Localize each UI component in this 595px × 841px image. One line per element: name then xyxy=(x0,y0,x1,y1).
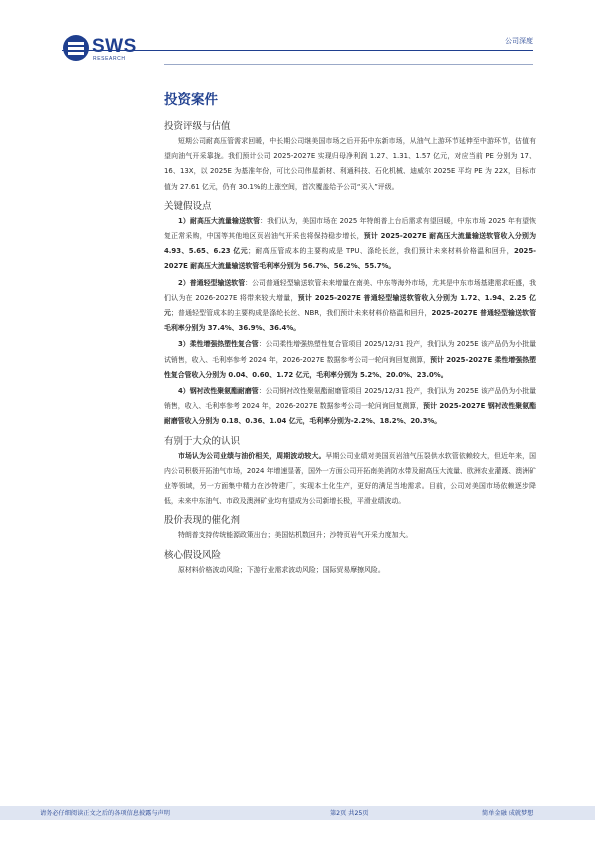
assumption-3-text-a: ：公司柔性增强热塑性复合管项目 2025/12/31 投产，我们认为 2025E 该产品仍为小批量试销售，收入、毛利率参考 2024 年，2026-2027E 数据参考公司一轮问询回复测算， xyxy=(164,340,536,364)
section-heading-differentiated-view: 有别于大众的认识 xyxy=(164,435,241,447)
assumption-2-text-b: 预计 2025-2027E 普通轻型输送软管收入分别为 1.72、1.94、2.25 亿元 xyxy=(164,293,536,318)
assumption-2-text-a: ：公司普通轻型输送软管未来增量在南美、中东等海外市场，尤其是中东市场基建需求旺盛，我们认为在 2026-2027E 将带来较大增量， xyxy=(164,278,537,302)
section-heading-risks: 核心假设风险 xyxy=(164,549,222,561)
assumption-2-lead: 2）普通轻型输送软管 xyxy=(178,278,246,287)
page-title: 投资案件 xyxy=(164,92,218,108)
catalysts-paragraph: 特朗普支持传统能源政策出台；美国钻机数回升；沙特页岩气开采力度加大。 xyxy=(178,531,413,540)
assumption-1-text-c: ；耐高压管成本的主要构成是 TPU、涤纶长丝，我们预计未来材料价格温和回升， xyxy=(248,247,514,256)
sws-logo xyxy=(62,34,152,64)
risks-paragraph: 原材料价格波动风险；下游行业需求波动风险；国际贸易摩擦风险。 xyxy=(178,565,385,574)
assumption-2-text-c: ；普通轻型管成本的主要构成是涤纶长丝、NBR，我们预计未来材料价格温和回升， xyxy=(171,309,432,318)
differentiated-view-paragraph xyxy=(164,449,536,510)
footer-disclaimer: 请务必仔细阅读正文之后的各项信息披露与声明 xyxy=(40,810,170,817)
differentiated-view-lead: 市场认为公司业绩与油价相关，周期波动较大。 xyxy=(178,451,326,460)
assumption-item-2 xyxy=(164,276,536,337)
assumption-1-text-d: 2025-2027E 耐高压大流量输送软管毛利率分别为 56.7%、56.2%、55.7%。 xyxy=(164,247,536,271)
assumption-item-1 xyxy=(164,214,536,275)
logo-subtext: RESEARCH xyxy=(93,56,126,62)
header-subdivider xyxy=(164,64,533,65)
assumption-4-text-a: ：公司钢衬改性聚氨酯耐磨管项目 2025/12/31 投产，我们认为 2025E 该产品仍为小批量销售，收入、毛利率参考 2024 年，2026-2027E 数据参考公司一轮问询回复测算， xyxy=(164,387,536,411)
footer-page-number: 第2页 共25页 xyxy=(330,810,369,817)
valuation-paragraph: 短期公司耐高压管需求回暖，中长期公司继美国市场之后开拓中东新市场，从油气上游环节延伸至中游环节，估值有望向油气开采靠拢。我们预计公司 2025-2027E 实现归母净利润 1.27、1.31、1.57 亿元，对应当前 PE 分别为 17、16、13X，以 2025E 为基准年份，可比公司伟星新材、利通科技、石化机械、迪威尔 2025E 平均 PE 为 22X，目标市值为 27.61 亿元，仍有 30.1%的上涨空间，首次覆盖给予公司“买入”评级。 xyxy=(164,137,536,191)
assumption-4-lead: 4）钢衬改性聚氨酯耐磨管 xyxy=(178,387,259,396)
section-heading-assumptions: 关键假设点 xyxy=(164,200,212,212)
assumption-1-lead: 1）耐高压大流量输送软管 xyxy=(178,216,261,225)
logo-text: SWS xyxy=(92,36,137,57)
differentiated-view-body: 早期公司业绩对美国页岩油气压裂供水软管依赖较大，但近年来，国内公司积极开拓油气市场，2024 年增速显著，国外一方面公司开拓南美消防水带及耐高压大流量、欧洲农业灌溉、澳洲矿业等领域，另一方面集中精力在沙特建厂，实现本土化生产，更好的满足当地需求。目前，公司对美国市场依赖逐步降低，未来中东油气、市政及澳洲矿业均有望成为公司新增长极，平滑业绩波动。 xyxy=(164,451,537,506)
assumption-2-text-d: 2025-2027E 普通轻型输送软管毛利率分别为 37.4%、36.9%、36.4%。 xyxy=(164,309,537,333)
report-type-tag: 公司深度 xyxy=(505,37,533,45)
assumption-4-text-b: 预计 2025-2027E 钢衬改性聚氨酯耐磨管收入分别为 0.18、0.36、1.04 亿元，毛利率分别为-2.2%、18.2%、20.3%。 xyxy=(164,402,536,426)
assumption-item-3 xyxy=(164,337,536,383)
header-divider xyxy=(62,50,533,51)
assumption-1-text-b: 预计 2025-2027E 耐高压大流量输送软管收入分别为 4.93、5.65、6.23 亿元 xyxy=(164,232,536,256)
sws-logo-icon xyxy=(62,34,90,62)
section-heading-valuation: 投资评级与估值 xyxy=(164,121,231,132)
assumption-1-text-a: ：我们认为，美国市场在 2025 年特朗普上台后需求有望回暖，中东市场 2025 年有望恢复正常采购，中国等其他地区页岩油气开采也将保持稳步增长， xyxy=(164,216,536,241)
footer-slogan: 简单金融 成就梦想 xyxy=(482,810,534,817)
assumption-3-lead: 3）柔性增强热塑性复合管 xyxy=(178,340,259,349)
assumption-3-text-b: 预计 2025-2027E 柔性增强热塑性复合管收入分别为 0.04、0.60、1.72 亿元，毛利率分别为 5.2%、20.0%、23.0%。 xyxy=(164,355,536,379)
assumption-item-4 xyxy=(164,384,536,430)
section-heading-catalysts: 股价表现的催化剂 xyxy=(164,515,241,527)
main-content xyxy=(164,88,536,579)
